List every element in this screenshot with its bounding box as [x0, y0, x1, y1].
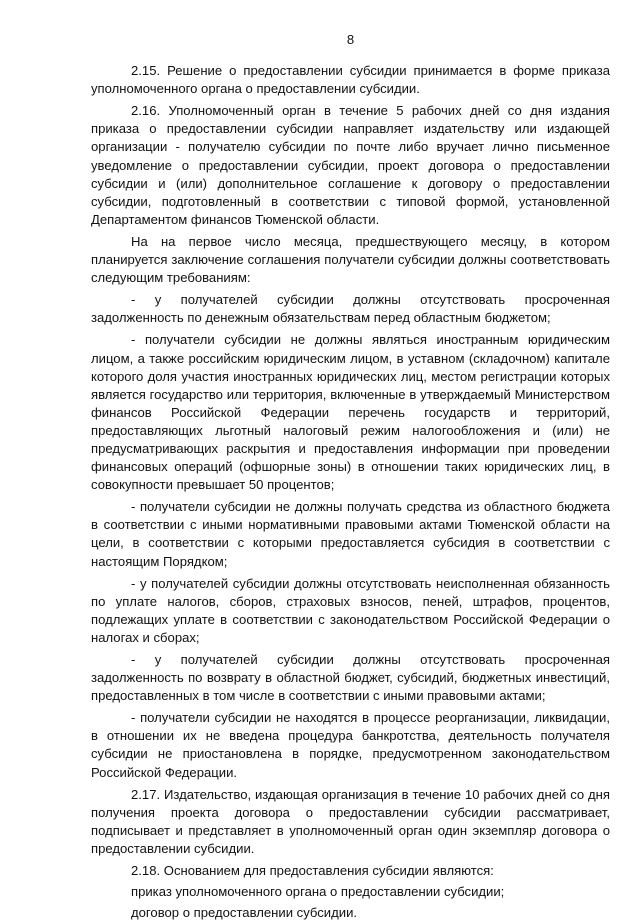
- paragraph-2-17: 2.17. Издательство, издающая организация в течение 10 рабочих дней со дня получения проекта договора о предоставлении субсидии рассматривает, подписывает и представляет в уполномоченный орган один экземпляр договора о предоставлении субсидии.: [91, 786, 610, 856]
- paragraph-2-16: 2.16. Уполномоченный орган в течение 5 рабочих дней со дня издания приказа о предоставлении субсидии направляет издательству или издающей организации - получателю субсидии по почте либо вручает лично письменное уведомление о предоставлении субсидии, проект договора о предоставлении субсидии и (или) дополнительное соглашение к договору о предоставлении субсидии, подготовленный в соответствии с типовой формой, установленной Департаментом финансов Тюменской области.: [91, 103, 610, 227]
- requirement-no-overdue-debt: - у получателей субсидии должны отсутствовать просроченная задолженность по денежным обязательствам перед областным бюджетом;: [91, 292, 610, 326]
- requirement-no-return-arrears: - у получателей субсидии должны отсутствовать просроченная задолженность по возврату в областной бюджет, субсидий, бюджетных инвестиций, предоставленных в том числе в соответствии с иными правовыми актами;: [91, 652, 610, 704]
- paragraph-2-18: 2.18. Основанием для предоставления субсидии являются:: [131, 863, 494, 879]
- page-number: 8: [346, 32, 355, 47]
- requirement-no-other-budget-funds: - получатели субсидии не должны получать средства из областного бюджета в соответствии с иными нормативными правовыми актами Тюменской области на цели, в соответствии с которыми предоставляется субсидия в соответствии с настоящим Порядком;: [91, 499, 610, 569]
- requirement-no-reorganization: - получатели субсидии не находятся в процессе реорганизации, ликвидации, в отношении их не введена процедура банкротства, деятельность получателя субсидии не приостановлена в порядке, предусмотренном законодательством Российской Федерации.: [91, 710, 610, 780]
- paragraph-requirements-intro: На на первое число месяца, предшествующего месяцу, в котором планируется заключение соглашения получатели субсидии должны соответствовать следующим требованиям:: [91, 233, 610, 286]
- requirement-no-tax-arrears: - у получателей субсидии должны отсутствовать неисполненная обязанность по уплате налогов, сборов, страховых взносов, пеней, штрафов, процентов, подлежащих уплате в соответствии с законодательством Российской Федерации о налогах и сборах;: [91, 575, 610, 645]
- basis-item-agreement: договор о предоставлении субсидии.: [131, 905, 358, 921]
- requirement-not-foreign-entity: - получатели субсидии не должны являться иностранным юридическим лицом, а также российским юридическим лицом, в уставном (складочном) капитале которого доля участия иностранных юридических лиц, местом регистрации которых является государство или территория, включенные в утверждаемый Министерством финансов Российской Федерации перечень государств и территорий, предоставляющих льготный налоговый режим налогообложения и (или) не предусматривающих раскрытия и предоставления информации при проведении финансовых операций (офшорные зоны) в отношении таких юридических лиц, в совокупности превышает 50 процентов;: [91, 332, 610, 493]
- basis-item-order: приказ уполномоченного органа о предоставлении субсидии;: [131, 884, 505, 900]
- paragraph-2-15: 2.15. Решение о предоставлении субсидии принимается в форме приказа уполномоченного органа о предоставлении субсидии.: [91, 63, 610, 97]
